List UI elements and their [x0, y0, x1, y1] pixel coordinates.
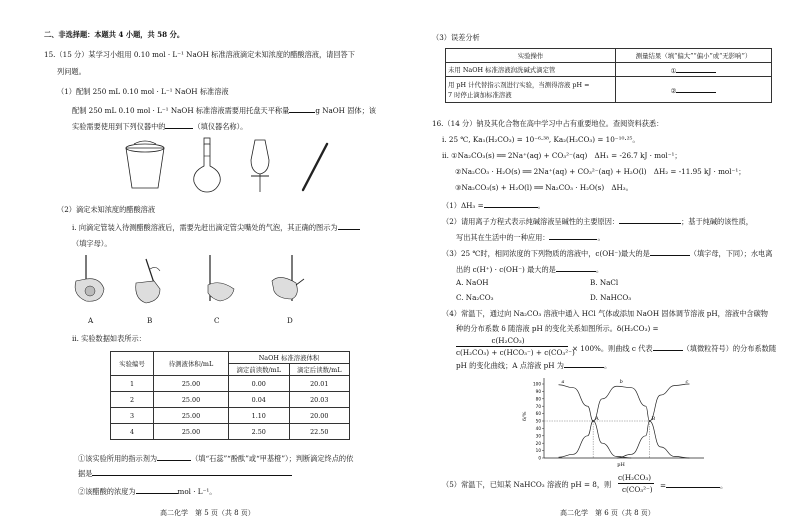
option-label-c: C: [214, 316, 220, 325]
q15-part3-title: （3）误差分析: [432, 33, 480, 42]
q15-part2-i-cont: （填字母）。: [72, 239, 112, 248]
q16-part1: [442, 200, 545, 210]
series-label-c: c: [685, 379, 689, 385]
q16-part5: （5）常温下，已知某 NaHCO₃ 溶液的 pH = 8，则: [442, 480, 612, 489]
sub-header-before: 滴定前读数/mL: [229, 364, 290, 376]
text: 。: [595, 265, 604, 274]
section-header: 二、非选择题：本题共 4 小题，共 58 分。: [44, 30, 185, 39]
series-label-b: b: [619, 379, 623, 385]
text: 据是: [78, 469, 93, 478]
answer-blank[interactable]: [549, 232, 597, 240]
col-header-operation: 实验操作: [446, 49, 616, 63]
q16-part2-cont: [456, 232, 605, 242]
text: i. 向滴定管装入待测醋酸溶液后，需要先赶出滴定管尖嘴处的气泡，其正确的图示为: [72, 223, 338, 232]
page-footer-right: 高二化学 第 6 页（共 8 页）: [560, 509, 655, 517]
q16-part5-answer: [660, 480, 727, 490]
cell: [616, 77, 772, 103]
cell: 1: [111, 376, 154, 392]
q16-part3-cont: [456, 264, 603, 274]
cell: 未用 NaOH 标准溶液润洗碱式滴定管: [446, 63, 616, 77]
answer-blank[interactable]: [157, 453, 191, 461]
cell: 2.50: [229, 424, 290, 440]
table-row: [111, 424, 350, 440]
text: 。: [603, 361, 612, 370]
q15-part1-title: （1）配制 250 mL 0.10 mol · L⁻¹ NaOH 标准溶液: [57, 87, 229, 96]
option-label-d: D: [287, 316, 293, 325]
y-tick-label: 100: [533, 381, 541, 387]
separatory-funnel-icon: [245, 136, 275, 194]
crucible-icon: [120, 140, 170, 192]
text: 7 时停止滴加标准溶液: [448, 90, 512, 99]
cell: 20.03: [289, 392, 350, 408]
answer-blank[interactable]: [289, 105, 315, 113]
choice-a: A. NaOH: [456, 278, 489, 287]
p5-fraction-denominator: c(CO₃²⁻): [622, 485, 653, 494]
text: （填“石蕊”“酚酞”或“甲基橙”）；判断滴定终点的依: [191, 454, 354, 463]
q15-part2-i: [72, 222, 360, 232]
page-footer-left: 高二化学 第 5 页（共 8 页）: [160, 509, 255, 517]
y-tick-label: 30: [535, 433, 541, 439]
q15-part1-line2: [72, 121, 247, 131]
text: 出的 c(H⁺) · c(OH⁻) 最大的是: [456, 265, 556, 274]
circled-number: ②: [670, 86, 677, 95]
answer-blank[interactable]: [666, 480, 720, 488]
answer-blank[interactable]: [484, 200, 538, 208]
y-tick-label: 90: [535, 389, 541, 394]
text: 。: [720, 481, 728, 490]
circled-number: ①: [670, 66, 677, 75]
cell: 25.00: [154, 376, 229, 392]
cell: 0.00: [229, 376, 290, 392]
q16-part4: （4）常温下，通过向 Na₂CO₃ 溶液中通入 HCl 气体或添加 NaOH 固体调节溶液 pH，溶液中含碳物: [442, 309, 768, 318]
cell: 22.50: [289, 424, 350, 440]
table-row: [111, 408, 350, 424]
cell: 4: [111, 424, 154, 440]
text: 配制 250 mL 0.10 mol · L⁻¹ NaOH 标准溶液需要用托盘天平称量: [72, 106, 290, 115]
p5-fraction-numerator: c(H₂CO₃): [618, 473, 652, 482]
q16-part4-curve: [572, 343, 776, 353]
point-label-B: B: [651, 416, 656, 422]
table-row: [111, 392, 350, 408]
y-tick-label: 40: [535, 426, 541, 431]
cell: 1.10: [229, 408, 290, 424]
q16-part4-ph: [456, 360, 611, 370]
q15-indicator-question: [78, 453, 353, 463]
text: mol · L⁻¹。: [177, 487, 217, 496]
q16-equation-1: ii. ①Na₂CO₃(s) ══ 2Na⁺(aq) + CO₃²⁻(aq) ΔH₁ = -26.7 kJ · mol⁻¹；: [442, 151, 682, 160]
q16-part2: [442, 216, 753, 226]
q15-part2-ii: ii. 实验数据如表所示：: [72, 334, 146, 343]
y-tick-label: 50: [535, 418, 541, 424]
text: pH 的变化曲线；A 点溶液 pH 为: [456, 361, 564, 370]
answer-blank[interactable]: [676, 85, 716, 93]
q15-part1-line1: [72, 105, 376, 115]
text: g NaOH 固体；该: [315, 106, 376, 115]
q16-equation-2: ②Na₂CO₃ · H₂O(s) ══ 2Na⁺(aq) + CO₃²⁻(aq) + H₂O(l) ΔH₂ = -11.95 kJ · mol⁻¹；: [455, 167, 746, 176]
text: （填字母，下同）；水电离: [689, 249, 773, 258]
burette-option-c-icon: [196, 255, 238, 313]
fraction-bar: [618, 483, 654, 484]
q15-indicator-question-cont: [78, 468, 292, 478]
answer-blank[interactable]: [619, 216, 681, 224]
text: （2）请用离子方程式表示纯碱溶液呈碱性的主要原因：: [442, 217, 620, 226]
fraction-bar: [456, 346, 568, 347]
text: × 100%。则曲线 c 代表: [572, 344, 653, 353]
fraction-numerator: c(H₂CO₃): [491, 336, 525, 345]
answer-blank[interactable]: [556, 264, 596, 272]
sub-header-after: 滴定后读数/mL: [289, 364, 350, 376]
q16-part4-cont: 种的分布系数 δ 随溶液 pH 的变化关系如图所示。δ(H₂CO₃) =: [456, 324, 659, 333]
option-label-b: B: [147, 316, 153, 325]
titration-data-table: [110, 351, 350, 440]
text: =: [660, 481, 667, 490]
text: ②该醋酸的浓度为: [78, 487, 136, 496]
cell: 0.04: [229, 392, 290, 408]
q16-data-i: i. 25 ℃, Ka₁(H₂CO₃) = 10⁻⁶·³⁸, Ka₂(H₂CO₃) = 10⁻¹⁰·²⁵。: [442, 135, 640, 144]
error-analysis-table: [445, 48, 772, 103]
q15-concentration-question: [78, 486, 216, 496]
q15-part2-title: （2）滴定未知浓度的醋酸溶液: [57, 205, 156, 214]
col-header-exp: 实验编号: [111, 352, 154, 376]
choice-d: D. NaHCO₃: [590, 293, 632, 302]
fraction-denominator: c(H₂CO₃) + c(HCO₃⁻) + c(CO₃²⁻): [456, 348, 575, 357]
choice-c: C. Na₂CO₃: [456, 293, 494, 302]
y-tick-label: 70: [535, 403, 541, 409]
q16-stem: 16.（14 分）钠及其化合物在高中学习中占有重要地位。查阅资料获悉：: [432, 119, 664, 128]
cell: 20.00: [289, 408, 350, 424]
answer-blank[interactable]: [653, 343, 683, 351]
y-tick-label: 10: [535, 448, 541, 454]
y-tick-label: 60: [535, 411, 541, 417]
burette-option-d-icon: [270, 255, 312, 313]
answer-blank[interactable]: [676, 65, 716, 73]
text: 写出其在生活中的一种应用：: [456, 233, 550, 242]
volumetric-flask-icon: [190, 136, 224, 194]
table-row: [446, 63, 772, 77]
answer-blank[interactable]: [650, 248, 690, 256]
answer-blank[interactable]: [165, 121, 193, 129]
answer-blank[interactable]: [338, 222, 360, 230]
burette-option-b-icon: [130, 255, 172, 313]
table-row: [446, 77, 772, 103]
y-tick-label: 0: [538, 455, 541, 461]
x-axis-label: pH: [617, 462, 625, 468]
option-label-a: A: [88, 316, 94, 325]
text: （填仪器名称）。: [193, 122, 248, 131]
y-axis-label: δ/%: [522, 411, 528, 421]
point-label-A: A: [595, 416, 599, 422]
burette-option-a-icon: [72, 255, 114, 313]
cell: 25.00: [154, 424, 229, 440]
text: ①该实验所用的指示剂为: [78, 454, 158, 463]
y-tick-label: 80: [535, 396, 541, 402]
distribution-chart: [522, 374, 712, 470]
point-A: [592, 420, 594, 422]
col-header-naoh: NaOH 标准溶液体积: [229, 352, 350, 364]
answer-blank[interactable]: [92, 468, 292, 476]
text: 。: [537, 201, 545, 210]
choice-b: B. NaCl: [590, 278, 619, 287]
answer-blank[interactable]: [136, 486, 178, 494]
glass-rod-icon: [295, 140, 335, 194]
cell: 20.01: [289, 376, 350, 392]
text: （1）ΔH₃ =: [442, 201, 484, 210]
text: （3）25 ℃时，相同浓度的下列物质的溶液中，c(OH⁻)最大的是: [442, 249, 650, 258]
y-tick-label: 20: [535, 440, 541, 446]
series-line-b: [559, 386, 690, 458]
col-header-result: 测量结果（填“偏大”“偏小”或“无影响”）: [616, 49, 772, 63]
cell: 25.00: [154, 392, 229, 408]
cell: [446, 77, 616, 103]
text: 实验需要使用到下列仪器中的: [72, 122, 166, 131]
text: 。: [597, 233, 605, 242]
answer-blank[interactable]: [564, 360, 604, 368]
text: ；基于纯碱的该性质，: [681, 217, 753, 226]
cell: 3: [111, 408, 154, 424]
cell: 25.00: [154, 408, 229, 424]
q15-stem: 15.（15 分）某学习小组用 0.10 mol · L⁻¹ NaOH 标准溶液滴定未知浓度的醋酸溶液，请回答下: [44, 50, 355, 59]
cell: 2: [111, 392, 154, 408]
table-row: [111, 376, 350, 392]
cell: [616, 63, 772, 77]
col-header-volume: 待测液体积/mL: [154, 352, 229, 376]
point-B: [649, 420, 651, 422]
q16-part3: [442, 248, 772, 258]
q16-equation-3: ③Na₂CO₃(s) + H₂O(l) ══ Na₂CO₃ · H₂O(s) ΔH₃。: [455, 183, 633, 192]
text: （填微粒符号）的分布系数随: [682, 344, 777, 353]
q15-stem-cont: 列问题。: [57, 67, 86, 76]
series-label-a: a: [561, 379, 565, 385]
text: 用 pH 计代替指示剂进行实验，当测得溶液 pH =: [448, 80, 590, 89]
